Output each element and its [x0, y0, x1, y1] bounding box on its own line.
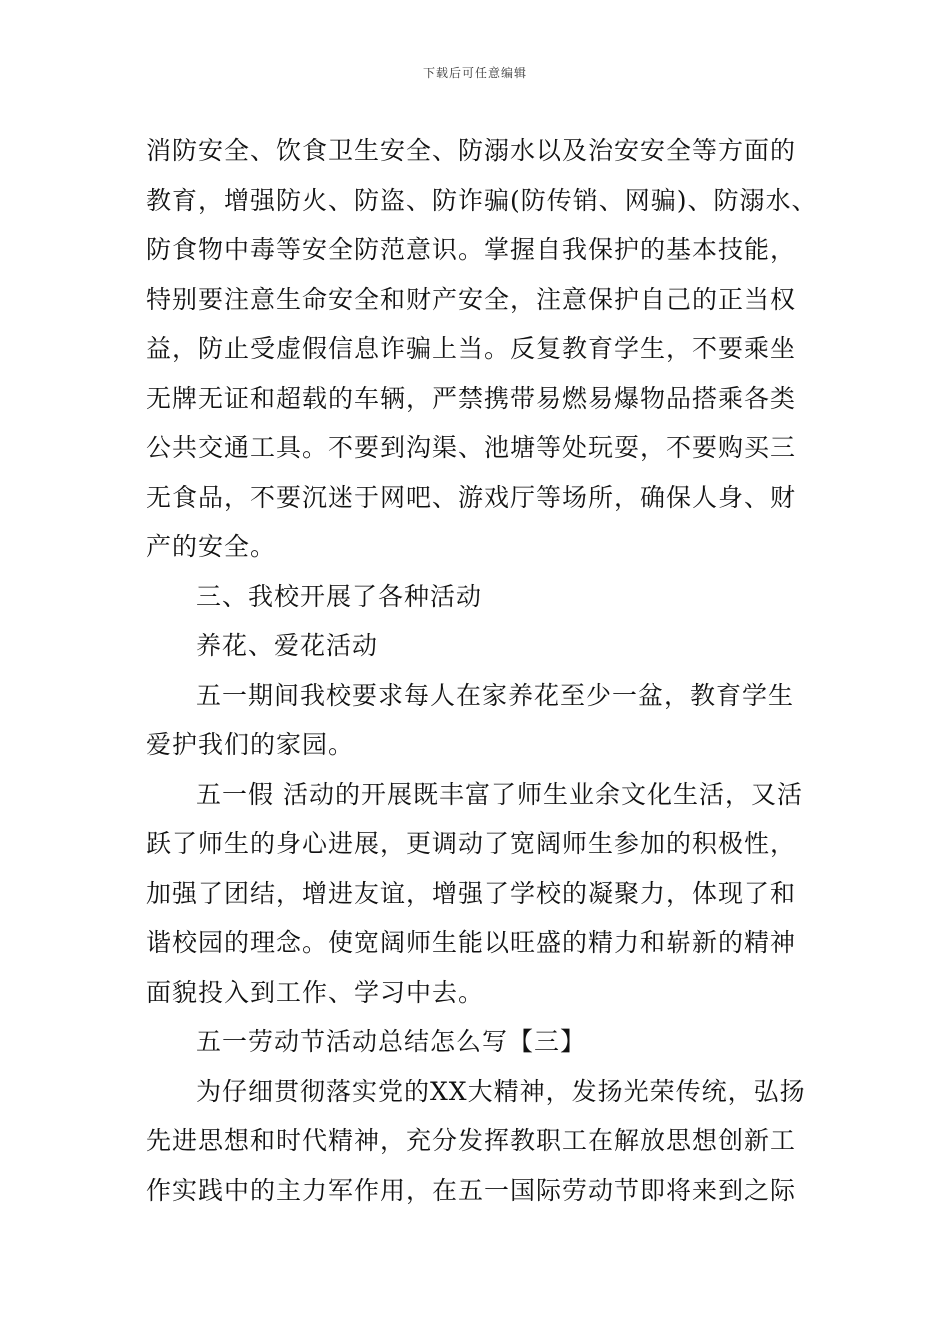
- text-line: 消防安全、饮食卫生安全、防溺水以及治安安全等方面的: [146, 136, 797, 165]
- article-heading: 五一劳动节活动总结怎么写【三】: [196, 1027, 587, 1056]
- text-line: 公共交通工具。不要到沟渠、池塘等处玩耍，不要购买三: [146, 433, 797, 462]
- text-line: 面貌投入到工作、学习中去。: [146, 977, 485, 1007]
- text-line: 无牌无证和超载的车辆，严禁携带易燃易爆物品搭乘各类: [146, 383, 797, 413]
- text-line: 爱护我们的家园。: [146, 730, 355, 759]
- text-line: 加强了团结，增进友谊，增强了学校的凝聚力，体现了和: [146, 878, 797, 908]
- text-line: 无食品，不要沉迷于网吧、游戏厅等场所，确保人身、财: [146, 482, 797, 512]
- text-line: 教育，增强防火、防盗、防诈骗(防传销、网骗)、防溺水、: [146, 185, 818, 215]
- subsection-heading: 养花、爱花活动: [196, 631, 379, 660]
- text-line: 为仔细贯彻落实党的XX大精神，发扬光荣传统，弘扬: [196, 1076, 806, 1106]
- section-heading: 三、我校开展了各种活动: [196, 581, 483, 611]
- header-note: 下载后可任意编辑: [422, 66, 527, 80]
- document-body: [146, 126, 826, 1215]
- text-line: 防食物中毒等安全防范意识。掌握自我保护的基本技能，: [146, 235, 797, 264]
- text-line: 跃了师生的身心进展，更调动了宽阔师生参加的积极性，: [146, 829, 797, 858]
- text-line: 谐校园的理念。使宽阔师生能以旺盛的精力和崭新的精神: [146, 928, 797, 957]
- text-line: 五一期间我校要求每人在家养花至少一盆，教育学生: [196, 680, 795, 710]
- text-line: 益，防止受虚假信息诈骗上当。反复教育学生，不要乘坐: [146, 334, 797, 363]
- text-line: 特别要注意生命安全和财产安全，注意保护自己的正当权: [146, 284, 797, 314]
- text-line: 先进思想和时代精神，充分发挥教职工在解放思想创新工: [146, 1126, 797, 1155]
- text-line: 五一假 活动的开展既丰富了师生业余文化生活，又活: [196, 779, 803, 809]
- text-line: 产的安全。: [146, 532, 277, 561]
- text-line: 作实践中的主力军作用，在五一国际劳动节即将来到之际: [146, 1175, 797, 1205]
